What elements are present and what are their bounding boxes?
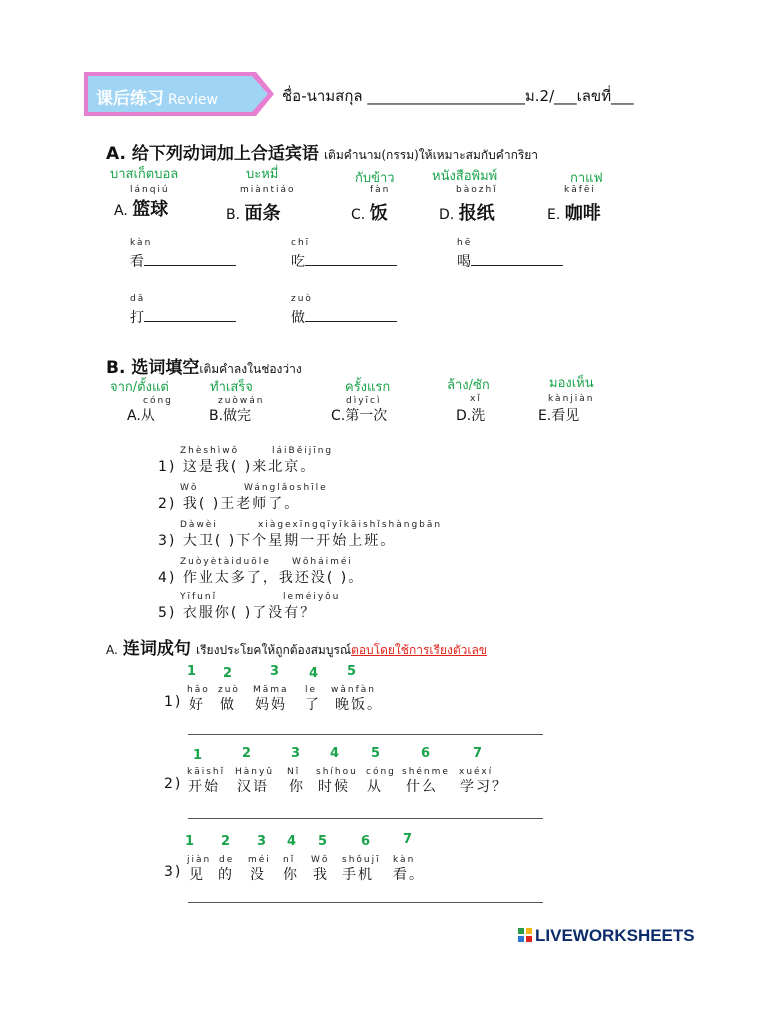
word-pinyin: zuò [218, 685, 240, 695]
verb-pinyin: chī [291, 238, 311, 248]
name-class-number-line: ชื่อ-นามสกุล _____________________ม.2/___เลขที่___ [282, 87, 634, 105]
word-pinyin: Wǒ [311, 855, 330, 865]
verb-pinyin: kàn [130, 238, 153, 248]
scrambled-word: 妈妈 [255, 697, 287, 713]
scrambled-word: 没 [250, 867, 266, 883]
word-pinyin: kāishǐ [187, 767, 226, 777]
sentence-pinyin: Dàwèi [180, 520, 218, 530]
word-pinyin: jiàn [187, 855, 212, 865]
word-pinyin: xuéxí [459, 767, 494, 777]
word-pinyin: shíhou [316, 767, 358, 777]
verb-pinyin: zuò [291, 294, 313, 304]
answer-blank[interactable] [305, 309, 397, 322]
sentence-pinyin: Wǒháiméi [292, 557, 353, 567]
liveworksheets-logo: LIVEWORKSHEETS [518, 926, 695, 946]
answer-blank[interactable] [144, 309, 236, 322]
word-pinyin: kàn [393, 855, 416, 865]
order-number: 2 [223, 666, 233, 681]
answer-line[interactable] [188, 734, 543, 735]
logo-mark-icon [518, 928, 532, 942]
section-c-heading: A. 连词成句 เรียงประโยคให้ถูกต้องสมบูรณ์ตอบโดยใช้การเรียงตัวเลข [106, 639, 488, 659]
word-pinyin: cóng [366, 767, 396, 777]
scrambled-word: 汉语 [237, 779, 269, 795]
choice-word: A. 篮球 [114, 199, 169, 220]
scrambled-word: 时候 [318, 779, 350, 795]
sentence-pinyin: Wǒ [180, 483, 199, 493]
choice-pinyin: dìyīcì [346, 396, 382, 406]
scrambled-word: 了 [305, 697, 321, 713]
sentence-pinyin: Zhèshìwǒ [180, 446, 240, 456]
choice-pinyin: cóng [143, 396, 173, 406]
word-pinyin: hǎo [187, 685, 210, 695]
choice-pinyin: miàntiáo [240, 185, 296, 195]
scrambled-word: 你 [289, 779, 305, 795]
choice-word: B. 面条 [226, 203, 281, 224]
order-number: 4 [330, 746, 340, 761]
choice-pinyin: kànjiàn [548, 394, 595, 404]
word-pinyin: Hànyǔ [235, 767, 275, 777]
order-number: 1 [185, 834, 195, 849]
choice-pinyin: lánqiú [130, 185, 170, 195]
order-number: 7 [473, 746, 483, 761]
verb-pinyin: hē [457, 238, 473, 248]
order-number: 6 [361, 834, 371, 849]
choice-pinyin: xǐ [470, 394, 482, 404]
choice-word: C.第一次 [331, 408, 388, 424]
answer-line[interactable] [188, 902, 543, 903]
word-pinyin: shénme [402, 767, 450, 777]
choice-word: A.从 [127, 408, 155, 424]
sentence-pinyin: leméiyǒu [283, 592, 341, 602]
order-number: 5 [347, 664, 357, 679]
order-number: 2 [242, 746, 252, 761]
choice-thai: บาสเก็ตบอล [110, 167, 179, 182]
scrambled-word: 你 [283, 867, 299, 883]
choice-thai: ครั้งแรก [345, 380, 391, 395]
scrambled-word: 看。 [393, 867, 425, 883]
order-number: 2 [221, 834, 231, 849]
word-pinyin: shǒujī [342, 855, 381, 865]
choice-word: D. 报纸 [439, 203, 495, 224]
fill-sentence: 2) 我( )王老师了。 [158, 496, 301, 512]
answer-blank[interactable] [305, 253, 397, 266]
fill-sentence: 3) 大卫( )下个星期一开始上班。 [158, 533, 397, 549]
sentence-pinyin: láiBěijīng [272, 446, 334, 456]
scrambled-word: 开始 [188, 779, 220, 795]
choice-thai: หนังสือพิมพ์ [432, 169, 498, 184]
order-number: 1 [193, 748, 203, 763]
word-pinyin: Nǐ [287, 767, 301, 777]
sentence-pinyin: Zuòyètàiduōle [180, 557, 271, 567]
answer-blank[interactable] [144, 253, 236, 266]
order-number: 3 [257, 834, 267, 849]
choice-pinyin: fàn [370, 185, 391, 195]
choice-thai: ล้าง/ซัก [447, 378, 490, 393]
word-pinyin: nǐ [283, 855, 296, 865]
choice-word: E.看见 [538, 408, 580, 424]
order-number: 5 [318, 834, 328, 849]
section-b-heading: B. 选词填空เติมคำลงในช่องว่าง [106, 358, 302, 378]
verb-blank-item: 打 [130, 307, 236, 327]
banner-title: 课后练习 Review [96, 89, 218, 109]
order-number: 4 [309, 666, 319, 681]
choice-thai: จาก/ตั้งแต่ [110, 380, 169, 395]
choice-word: E. 咖啡 [547, 203, 601, 224]
verb-pinyin: dǎ [130, 294, 146, 304]
verb-blank-item: 做 [291, 307, 397, 327]
verb-blank-item: 喝 [457, 251, 563, 271]
choice-thai: กับข้าว [355, 171, 395, 186]
scrambled-word: 晚饭。 [335, 697, 383, 713]
choice-word: B.做完 [209, 408, 252, 424]
choice-thai: บะหมี่ [246, 167, 279, 182]
question-number: 3) [164, 864, 183, 880]
fill-sentence: 4) 作业太多了，我还没( )。 [158, 570, 365, 586]
question-number: 1) [164, 694, 183, 710]
order-number: 6 [421, 746, 431, 761]
sentence-pinyin: xiàgexīngqīyīkāishǐshàngbān [258, 520, 443, 530]
word-pinyin: wǎnfàn [331, 685, 376, 695]
verb-blank-item: 看 [130, 251, 236, 271]
scrambled-word: 从 [367, 779, 383, 795]
choice-thai: ทำเสร็จ [210, 380, 253, 395]
order-number: 4 [287, 834, 297, 849]
choice-word: C. 饭 [351, 203, 388, 224]
scrambled-word: 手机 [342, 867, 374, 883]
word-pinyin: de [219, 855, 235, 865]
choice-thai: กาแฟ [570, 171, 603, 186]
choice-pinyin: zuòwán [218, 396, 265, 406]
word-pinyin: le [305, 685, 318, 695]
fill-sentence: 1) 这是我( )来北京。 [158, 459, 317, 475]
order-number: 7 [403, 832, 413, 847]
answer-line[interactable] [188, 818, 543, 819]
scrambled-word: 见 [189, 867, 205, 883]
order-number: 5 [371, 746, 381, 761]
order-number: 3 [291, 746, 301, 761]
word-pinyin: méi [248, 855, 271, 865]
scrambled-word: 的 [218, 867, 234, 883]
sentence-pinyin: Yīfunǐ [180, 592, 218, 602]
word-pinyin: Māma [253, 685, 289, 695]
fill-sentence: 5) 衣服你( )了没有？ [158, 605, 317, 621]
order-number: 3 [270, 664, 280, 679]
order-number: 1 [187, 664, 197, 679]
verb-blank-item: 吃 [291, 251, 397, 271]
scrambled-word: 做 [220, 697, 236, 713]
choice-word: D.洗 [456, 408, 486, 424]
sentence-pinyin: Wánglǎoshīle [244, 483, 328, 493]
question-number: 2) [164, 776, 183, 792]
choice-thai: มองเห็น [549, 376, 594, 391]
scrambled-word: 学习？ [460, 779, 508, 795]
answer-blank[interactable] [471, 253, 563, 266]
scrambled-word: 我 [313, 867, 329, 883]
scrambled-word: 什么 [406, 779, 438, 795]
scrambled-word: 好 [189, 697, 205, 713]
choice-pinyin: kāfēi [564, 185, 596, 195]
choice-pinyin: bàozhǐ [456, 185, 498, 195]
section-a-heading: A. 给下列动词加上合适宾语 เติมคำนาม(กรรม)ให้เหมาะสมกับคำกริยา [106, 144, 539, 164]
